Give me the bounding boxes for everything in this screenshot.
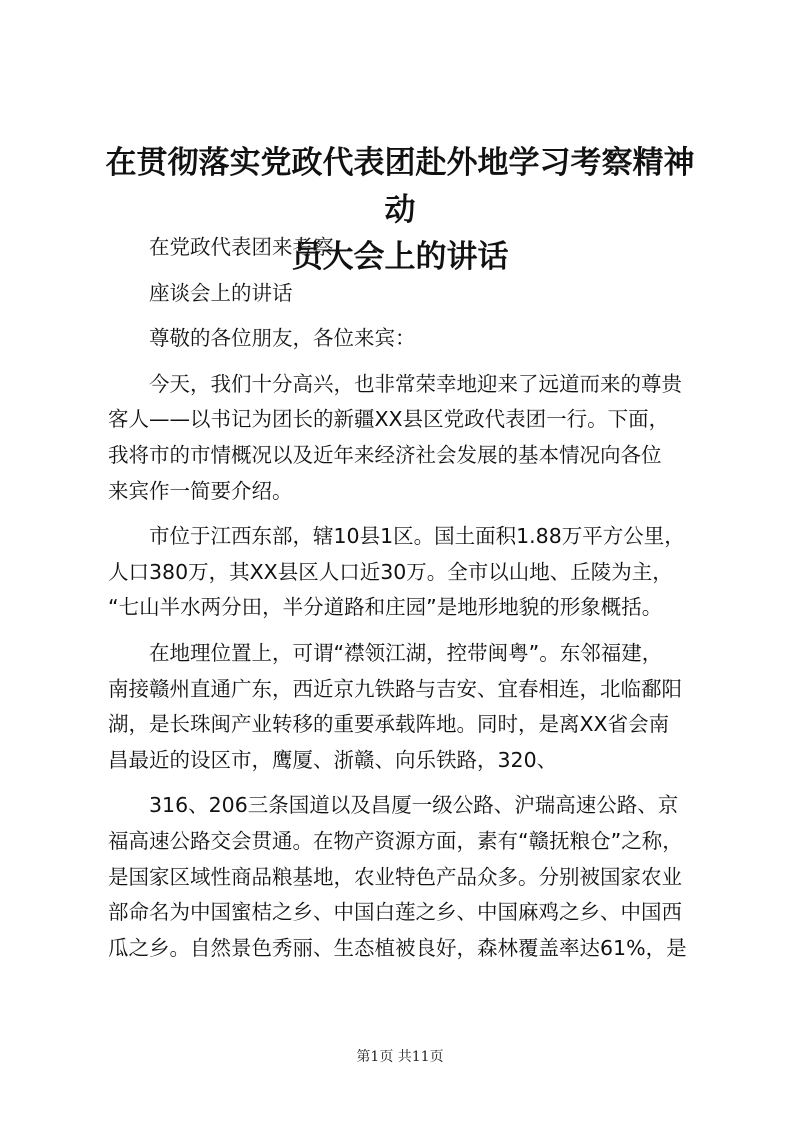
paragraph [108, 367, 708, 509]
paragraph-line: 瓜之乡。自然景色秀丽、生态植被良好，森林覆盖率达61%，是 [108, 935, 687, 960]
paragraph-line: “七山半水两分田，半分道路和庄园”是地形地貌的形象概括。 [108, 595, 663, 620]
paragraph-line: 今天，我们十分高兴，也非常荣幸地迎来了远道而来的尊贵 [149, 371, 682, 396]
paragraph [108, 276, 708, 312]
paragraph-line: 座谈会上的讲话 [149, 280, 293, 305]
paragraph-line: 南接赣州直通广东，西近京九铁路与吉安、宜春相连，北临鄱阳 [108, 676, 682, 701]
paragraph-line: 市位于江西东部，辖10县1区。国土面积1.88万平方公里， [149, 524, 685, 549]
paragraph-line: 尊敬的各位朋友，各位来宾： [149, 326, 416, 351]
paragraph-line: 客人——以书记为团长的新疆XX县区党政代表团一行。下面， [108, 407, 670, 432]
paragraph-line: 是国家区域性商品粮基地，农业特色产品众多。分别被国家农业 [108, 864, 682, 889]
title-line: 员大会上的讲话 [291, 239, 509, 275]
paragraph-line: 在党政代表团来考察 [149, 235, 334, 259]
paragraph-line: 316、206三条国道以及昌厦一级公路、沪瑞高速公路、京 [149, 793, 679, 818]
paragraph [108, 636, 708, 778]
document-body [108, 230, 708, 966]
title-line: 在贯彻落实党政代表团赴外地学习考察精神动 [105, 145, 695, 228]
paragraph-line: 湖，是长珠闽产业转移的重要承载阵地。同时，是离XX省会南 [108, 712, 670, 737]
paragraph [108, 321, 708, 357]
paragraph-line: 福高速公路交会贯通。在物产资源方面，素有“赣抚粮仓”之称， [108, 828, 683, 853]
paragraph-line: 来宾作一简要介绍。 [108, 478, 293, 503]
paragraph-line: 昌最近的设区市，鹰厦、浙赣、向乐铁路，320、 [108, 747, 558, 772]
paragraph-line: 在地理位置上，可谓“襟领江湖，控带闽粤”。东邻福建， [149, 640, 663, 665]
page-footer: 第1页 共11页 [356, 1049, 444, 1065]
paragraph [108, 788, 708, 966]
paragraph [108, 230, 708, 266]
paragraph-line: 部命名为中国蜜桔之乡、中国白莲之乡、中国麻鸡之乡、中国西 [108, 900, 682, 925]
paragraph-line: 我将市的市情概况以及近年来经济社会发展的基本情况向各位 [108, 442, 662, 467]
paragraph [108, 519, 708, 626]
paragraph-line: 人口380万，其XX县区人口近30万。全市以山地、丘陵为主， [108, 559, 673, 584]
